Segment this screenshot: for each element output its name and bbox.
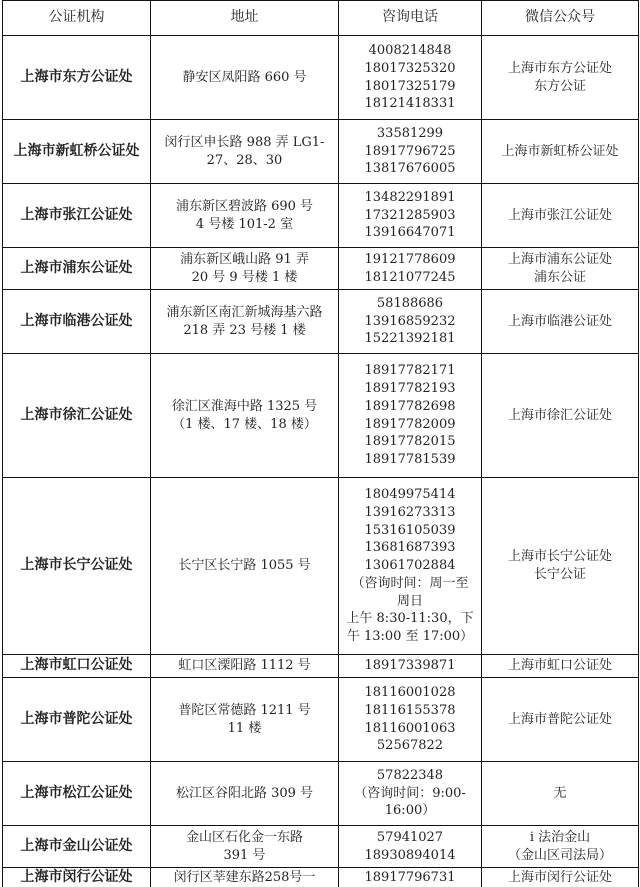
phone-line: 18930894014: [364, 847, 456, 863]
notary-office-table: [2, 0, 639, 887]
phone-line: 57941027: [376, 829, 444, 845]
address-line: 27、28、30: [206, 152, 283, 168]
phone-line: 13817676005: [364, 161, 456, 177]
wechat-cell: [482, 36, 639, 120]
header-org: 公证机构: [3, 1, 151, 36]
phone-line: 周日: [396, 593, 423, 609]
phone-line: 18917782698: [364, 398, 456, 414]
phone-line: 18116001063: [364, 720, 456, 736]
address-cell: [151, 868, 339, 887]
address-line: 浦东新区碧波路 690 号: [175, 198, 314, 214]
address-line: 闵行区申长路 988 弄 LG1-: [164, 134, 325, 150]
phone-line: 18017325179: [364, 78, 456, 94]
phone-line: 13916647071: [364, 225, 456, 241]
address-line: 20 号 9 号楼 1 楼: [191, 269, 298, 285]
wechat-line: 上海市临港公证处: [507, 313, 612, 329]
phone-line: 上午 8:30-11:30，下: [346, 611, 474, 627]
phone-line: 18121418331: [364, 96, 456, 112]
address-cell: [151, 826, 339, 868]
org-name-cell: 上海市虹口公证处: [3, 655, 151, 678]
org-name-cell: 上海市松江公证处: [3, 762, 151, 826]
wechat-line: i 法治金山: [529, 829, 591, 845]
phone-line: 15221392181: [364, 331, 456, 347]
phone-line: 13916273313: [364, 504, 456, 520]
table-row: [3, 762, 639, 826]
wechat-cell: [482, 248, 639, 290]
wechat-line: 上海市新虹桥公证处: [501, 143, 619, 159]
wechat-line: 上海市徐汇公证处: [507, 407, 612, 423]
phone-cell: [339, 762, 482, 826]
table-body: [3, 36, 639, 887]
table-row: [3, 678, 639, 762]
address-line: 闵行区莘建东路258号一: [173, 870, 316, 886]
table-row: [3, 478, 639, 655]
address-line: （1 楼、17 楼、18 楼）: [172, 416, 317, 432]
wechat-cell: [482, 184, 639, 248]
phone-line: 18116155378: [364, 702, 456, 718]
wechat-line: 浦东公证: [533, 269, 586, 285]
phone-cell: [339, 120, 482, 184]
org-name-cell: 上海市新虹桥公证处: [3, 120, 151, 184]
wechat-line: 上海市东方公证处: [507, 60, 612, 76]
wechat-line: 上海市闵行公证处: [507, 870, 612, 886]
org-name-cell: 上海市普陀公证处: [3, 678, 151, 762]
org-name-cell: 上海市临港公证处: [3, 290, 151, 354]
phone-cell: [339, 655, 482, 678]
phone-line: 57822348: [376, 767, 444, 783]
org-name-cell: 上海市闵行公证处: [3, 868, 151, 887]
wechat-cell: [482, 678, 639, 762]
phone-line: 18917782015: [364, 434, 456, 450]
phone-line: 19121778609: [364, 251, 456, 267]
table-row: [3, 120, 639, 184]
phone-cell: [339, 826, 482, 868]
address-cell: [151, 120, 339, 184]
address-line: 浦东新区峨山路 91 弄: [180, 251, 309, 267]
wechat-cell: [482, 290, 639, 354]
wechat-line: 东方公证: [533, 78, 586, 94]
header-phone: 咨询电话: [339, 1, 482, 36]
phone-line: 16:00）: [384, 803, 436, 819]
wechat-cell: [482, 762, 639, 826]
org-name-cell: 上海市金山公证处: [3, 826, 151, 868]
wechat-cell: [482, 868, 639, 887]
wechat-line: 上海市浦东公证处: [507, 251, 612, 267]
org-name-cell: 上海市东方公证处: [3, 36, 151, 120]
address-cell: [151, 354, 339, 478]
org-name-cell: 上海市徐汇公证处: [3, 354, 151, 478]
phone-cell: [339, 290, 482, 354]
wechat-line: 无: [553, 785, 567, 801]
phone-line: 13681687393: [364, 540, 456, 556]
wechat-cell: [482, 120, 639, 184]
address-line: 金山区石化金一东路: [185, 829, 303, 845]
phone-line: 18917339871: [364, 658, 456, 674]
phone-line: 18017325320: [364, 60, 456, 76]
address-line: 徐汇区淮海中路 1325 号: [171, 398, 318, 414]
address-cell: [151, 248, 339, 290]
address-cell: [151, 36, 339, 120]
wechat-line: 上海市张江公证处: [507, 207, 612, 223]
phone-line: 18917782009: [364, 416, 456, 432]
phone-cell: [339, 478, 482, 655]
phone-line: 4008214848: [368, 42, 452, 58]
table-row: [3, 826, 639, 868]
phone-line: 52567822: [376, 738, 444, 754]
org-name-cell: 上海市张江公证处: [3, 184, 151, 248]
wechat-line: 上海市普陀公证处: [507, 711, 612, 727]
wechat-line: 上海市长宁公证处: [507, 549, 612, 565]
phone-line: 13482291891: [364, 189, 456, 205]
phone-cell: [339, 868, 482, 887]
phone-line: （咨询时间：周一至: [351, 575, 469, 591]
table-row: [3, 248, 639, 290]
phone-line: 18917782193: [364, 380, 456, 396]
phone-cell: [339, 36, 482, 120]
header-address: 地址: [151, 1, 339, 36]
phone-line: 58188686: [376, 295, 444, 311]
address-cell: [151, 678, 339, 762]
org-name-cell: 上海市浦东公证处: [3, 248, 151, 290]
phone-line: 18116001028: [364, 684, 456, 700]
address-line: 4 号楼 101-2 室: [195, 216, 294, 232]
wechat-line: （金山区司法局）: [507, 847, 612, 863]
wechat-cell: [482, 354, 639, 478]
org-name-cell: 上海市长宁公证处: [3, 478, 151, 655]
phone-line: 18917796731: [364, 870, 456, 886]
address-line: 11 楼: [227, 720, 262, 736]
address-line: 长宁区长宁路 1055 号: [178, 558, 311, 574]
address-cell: [151, 478, 339, 655]
address-line: 浦东新区南汇新城海基六路: [166, 304, 323, 320]
phone-line: 午 13:00 至 17:00）: [346, 629, 474, 645]
header-wechat: 微信公众号: [482, 1, 639, 36]
phone-cell: [339, 184, 482, 248]
phone-line: 18917796725: [364, 143, 456, 159]
phone-line: 18917782171: [364, 363, 456, 379]
address-cell: [151, 762, 339, 826]
address-cell: [151, 184, 339, 248]
phone-cell: [339, 354, 482, 478]
table-row: [3, 655, 639, 678]
address-cell: [151, 655, 339, 678]
phone-line: 13916859232: [364, 313, 456, 329]
phone-cell: [339, 248, 482, 290]
phone-line: 18049975414: [364, 486, 456, 502]
address-cell: [151, 290, 339, 354]
phone-line: 33581299: [376, 125, 444, 141]
address-line: 松江区谷阳北路 309 号: [175, 785, 314, 801]
wechat-line: 上海市虹口公证处: [507, 658, 612, 674]
wechat-cell: [482, 478, 639, 655]
wechat-cell: [482, 655, 639, 678]
table-row: [3, 868, 639, 887]
address-line: 218 弄 23 号楼 1 楼: [183, 322, 306, 338]
phone-line: 18121077245: [364, 269, 456, 285]
address-line: 普陀区常德路 1211 号: [178, 702, 311, 718]
phone-line: 17321285903: [364, 207, 456, 223]
table-row: [3, 36, 639, 120]
wechat-line: 长宁公证: [533, 567, 586, 582]
phone-line: 13061702884: [364, 558, 456, 574]
table-row: [3, 184, 639, 248]
phone-line: 18917781539: [364, 452, 456, 468]
address-line: 391 号: [223, 847, 266, 863]
table-row: [3, 354, 639, 478]
table-row: [3, 290, 639, 354]
table-header-row: [3, 1, 639, 36]
address-line: 虹口区溧阳路 1112 号: [178, 658, 311, 674]
phone-line: 15316105039: [364, 522, 456, 538]
phone-line: （咨询时间：9:00-: [354, 785, 466, 801]
phone-cell: [339, 678, 482, 762]
address-line: 静安区凤阳路 660 号: [182, 69, 307, 85]
wechat-cell: [482, 826, 639, 868]
